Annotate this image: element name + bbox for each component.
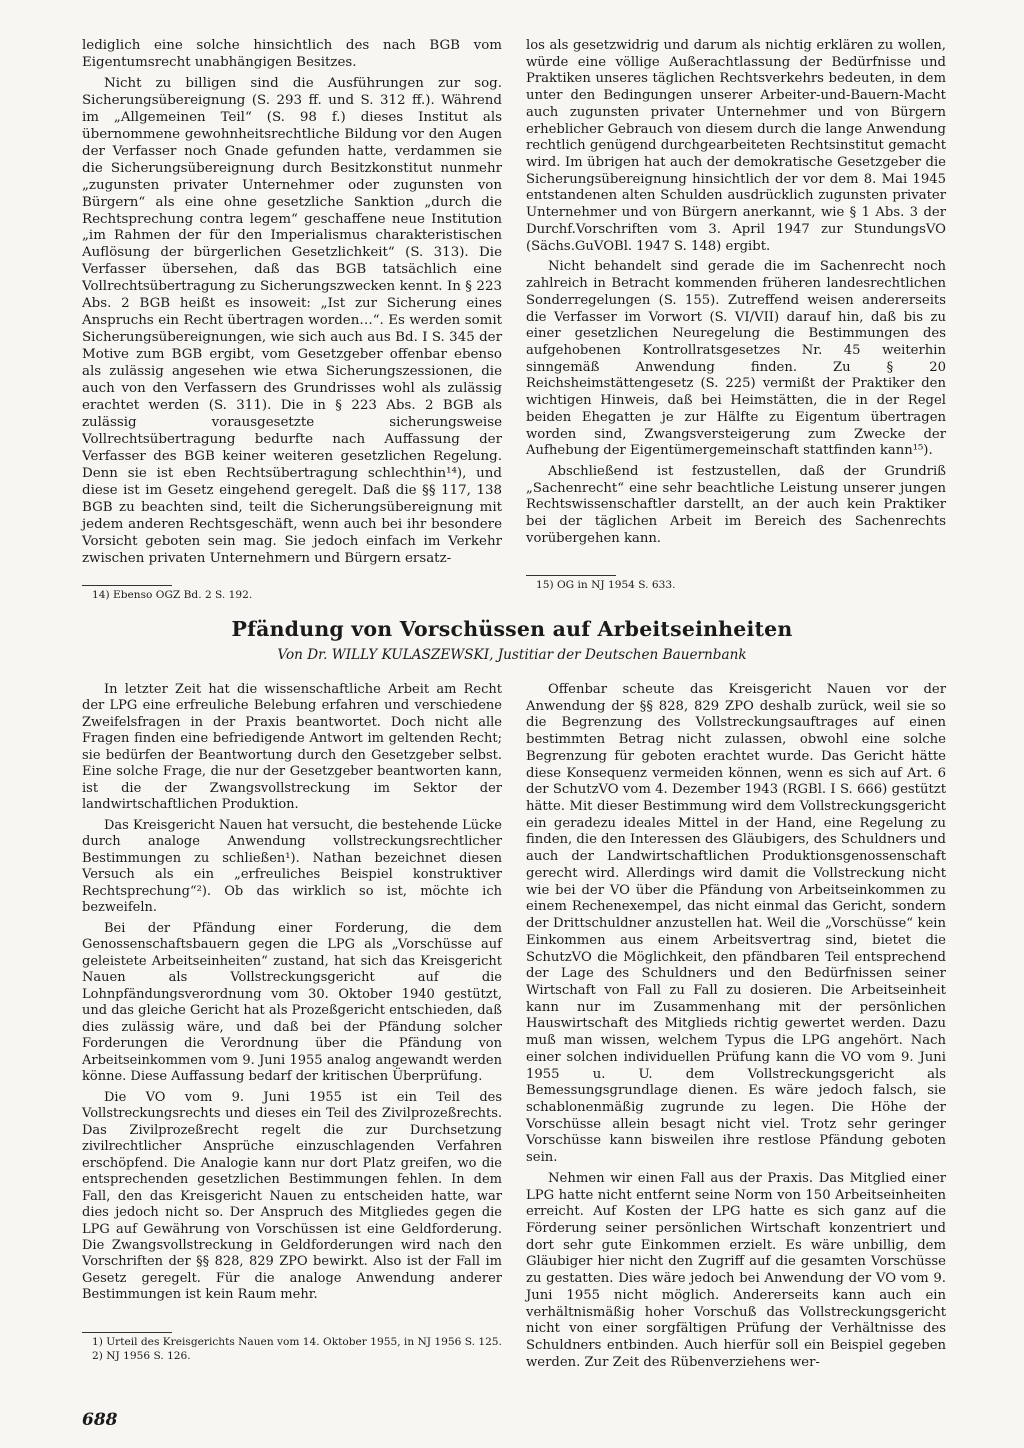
article-right-column: [526, 682, 946, 1375]
page-number: 688: [82, 1410, 118, 1430]
top-left-column: [82, 38, 502, 572]
footnote: 14) Ebenso OGZ Bd. 2 S. 192.: [92, 589, 253, 601]
article-byline: Von Dr. WILLY KULASZEWSKI, Justitiar der Deutschen Bauernbank: [277, 647, 747, 663]
top-right-column: [526, 38, 946, 552]
paragraph: Das Kreisgericht Nauen hat versucht, die bestehende Lücke durch analoge Anwendung vollstreckungsrechtlicher Bestimmungen zu schließen¹). Nathan bezeichnet diesen Versuch als ein „erfreuliches Beispiel konstruktiver Rechtsprechung“²). Ob das wirklich so ist, möchte ich bezweifeln.: [82, 817, 502, 916]
paragraph: lediglich eine solche hinsichtlich des nach BGB vom Eigentumsrecht unabhängigen Besitzes.: [82, 38, 502, 70]
footnote: 1) Urteil des Kreisgerichts Nauen vom 14. Oktober 1955, in NJ 1956 S. 125.: [92, 1336, 502, 1348]
paragraph: Abschließend ist festzustellen, daß der Grundriß „Sachenrecht“ eine sehr beachtliche Leistung unserer jungen Rechtswissenschaftler darstellt, an der auch kein Praktiker bei der täglichen Arbeit im Bereich des Sachenrechts vorübergehen kann.: [526, 463, 946, 546]
footnote: 2) NJ 1956 S. 126.: [92, 1349, 191, 1362]
paragraph: Nicht zu billigen sind die Ausführungen zur sog. Sicherungsübereignung (S. 293 ff. und S. 312 ff.). Während im „Allgemeinen Teil“ (S. 98 f.) dieses Institut als übernommene gewohnheitsrechtliche Bildung vor den Augen der Verfasser noch Gnade gefunden hatte, verdammen sie die Sicherungsübereignung durch Besitzkonstitut nunmehr „zugunsten privater Unternehmer oder zugunsten von Bürgern“ als eine ohne gesetzliche Sanktion „durch die Rechtsprechung contra legem“ geschaffene neue Institution „im Rahmen der für den Imperialismus charakteristischen Auflösung der bürgerlichen Gesetzlichkeit“ (S. 313). Die Verfasser übersehen, daß das BGB tatsächlich eine Vollrechtsübertragung zu Sicherungszwecken kennt. In § 223 Abs. 2 BGB heißt es insoweit: „Ist zur Sicherung eines Anspruchs ein Recht übertragen worden…“. Es werden somit Sicherungsübereignungen, wie sich auch aus Bd. I S. 345 der Motive zum BGB ergibt, vom Gesetzgeber offenbar ebenso als zulässig angesehen wie etwa Sicherungszessionen, die auch von den Verfassern des Grundrisses wohl als zulässig erachtet werden (S. 311). Die in § 223 Abs. 2 BGB als zulässig vorausgesetzte sicherungsweise Vollrechtsübertragung bedurfte nach Auffassung der Verfasser des BGB keiner weiteren gesetzlichen Regelung. Denn sie ist eben Rechtsübertragung schlechthin¹⁴), und diese ist im Gesetz eingehend geregelt. Daß die §§ 117, 138 BGB zu beachten sind, teilt die Sicherungsübereignung mit jedem anderen Rechtsgeschäft, wenn auch bei ihr besondere Vorsicht geboten sein mag. Sie jedoch einfach im Verkehr zwischen privaten Unternehmern und Bürgern ersatz-: [82, 75, 502, 566]
paragraph: Nehmen wir einen Fall aus der Praxis. Das Mitglied einer LPG hatte nicht entfernt seine Norm von 150 Arbeitseinheiten erreicht. Auf Kosten der LPG hatte es sich ganz auf die Förderung seiner persönlichen Wirtschaft konzentriert und dort sehr gute Einkommen erzielt. Es wäre unbillig, dem Gläubiger hier nicht den Zugriff auf die gesamten Vorschüsse zu gestatten. Dies wäre jedoch bei Anwendung der VO vom 9. Juni 1955 nicht möglich. Andererseits kann auch ein verhältnismäßig hoher Vorschuß das Vollstreckungsgericht nicht von einer sorgfältigen Prüfung der Verhältnisse des Schuldners entbinden. Auch hierfür soll ein Beispiel gegeben werden. Zur Zeit des Rübenverziehens wer-: [526, 1170, 946, 1370]
article-left-column: [82, 682, 502, 1308]
footnotes: [82, 1336, 502, 1363]
paragraph: In letzter Zeit hat die wissenschaftliche Arbeit am Recht der LPG eine erfreuliche Belebung erfahren und verschiedene Zweifelsfragen in der Praxis beantwortet. Doch nicht alle Fragen finden eine befriedigende Antwort im geltenden Recht; sie bedürfen der Beantwortung durch den Gesetzgeber selbst. Eine solche Frage, die nur der Gesetzgeber beantworten kann, ist die der Zwangsvollstreckung im Sektor der landwirtschaftlichen Produktion.: [82, 682, 502, 813]
paragraph: Offenbar scheute das Kreisgericht Nauen vor der Anwendung der §§ 828, 829 ZPO deshalb zurück, weil sie so die Begrenzung des Vollstreckungsauftrages auf einen bestimmten Betrag nicht zulassen, obwohl eine solche Begrenzung für geboten erachtet wurde. Das Gericht hätte diese Konsequenz vermeiden können, wenn es sich auf Art. 6 der SchutzVO vom 4. Dezember 1943 (RGBl. I S. 666) gestützt hätte. Mit dieser Bestimmung wird dem Vollstreckungsgericht ein geradezu ideales Mittel in der Hand, eine Regelung zu finden, die den Interessen des Gläubigers, des Schuldners und auch der Landwirtschaftlichen Produktionsgenossenschaft gerecht wird. Allerdings wird damit die Vollstreckung nicht wie bei der VO über die Pfändung von Arbeitseinkommen zu einem Rechenexempel, das nicht einmal das Gericht, sondern der Drittschuldner anzustellen hat. Weil die „Vorschüsse“ kein Einkommen aus einem Arbeitsvertrag sind, bietet die SchutzVO die Möglichkeit, den pfändbaren Teil entsprechend der Lage des Schuldners und den Bedürfnissen seiner Wirtschaft von Fall zu Fall zu dosieren. Die Arbeitseinheit kann nur im Zusammenhang mit der persönlichen Hauswirtschaft des Mitglieds richtig gewertet werden. Dazu muß man wissen, welchem Typus die LPG angehört. Nach einer solchen individuellen Prüfung kann die VO vom 9. Juni 1955 u. U. dem Vollstreckungsgericht als Bemessungsgrundlage dienen. Es wäre jedoch falsch, sie schablonenmäßig zugrunde zu legen. Die Höhe der Vorschüsse allein besagt nicht viel. Trotz sehr geringer Vorschüsse kann bisweilen ihre restlose Pfändung geboten sein.: [526, 682, 946, 1166]
footnote: 15) OG in NJ 1954 S. 633.: [536, 579, 676, 591]
footnote-rule: [526, 575, 616, 576]
paragraph: Bei der Pfändung einer Forderung, die dem Genossenschaftsbauern gegen die LPG als „Vorschüsse auf geleistete Arbeitseinheiten“ zustand, hat sich das Kreisgericht Nauen als Vollstreckungsgericht auf die Lohnpfändungsverordnung vom 30. Oktober 1940 gestützt, und das gleiche Gericht hat als Prozeßgericht entschieden, daß dies zulässig wäre, und daß bei der Pfändung solcher Forderungen die Verordnung über die Pfändung von Arbeitseinkommen vom 9. Juni 1955 analog angewandt werden könne. Diese Auffassung bedarf der kritischen Überprüfung.: [82, 920, 502, 1085]
footnote-rule: [82, 585, 172, 586]
paragraph: Nicht behandelt sind gerade die im Sachenrecht noch zahlreich in Betracht kommenden früheren landesrechtlichen Sonderregelungen (S. 155). Zutreffend weisen andererseits die Verfasser im Vorwort (S. VI/VII) darauf hin, daß bis zu einer gesetzlichen Neuregelung die Bestimmungen des aufgehobenen Kontrollratsgesetzes Nr. 45 weiterhin sinngemäß Anwendung finden. Zu § 20 Reichsheimstättengesetz (S. 225) vermißt der Praktiker den wichtigen Hinweis, daß bei Heimstätten, die in der Regel beiden Ehegatten je zur Hälfte zu Eigentum übertragen worden sind, Zwangsversteigerung zum Zwecke der Aufhebung der Eigentümergemeinschaft stattfinden kann¹⁵).: [526, 259, 946, 459]
paragraph: Die VO vom 9. Juni 1955 ist ein Teil des Vollstreckungsrechts und dieses ein Teil des Zivilprozeßrechts. Das Zivilprozeßrecht regelt die zur Durchsetzung zivilrechtlicher Ansprüche einzuschlagenden Verfahren erschöpfend. Die Analogie kann nur dort Platz greifen, wo die entsprechenden gesetzlichen Bestimmungen fehlen. In dem Fall, den das Kreisgericht Nauen zu entscheiden hatte, war dies jedoch nicht so. Der Anspruch des Mitgliedes gegen die LPG auf Gewährung von Vorschüssen ist eine Geldforderung. Die Zwangsvollstreckung in Geldforderungen wird nach den Vorschriften der §§ 828, 829 ZPO bewirkt. Also ist der Fall im Gesetz geregelt. Für die analoge Anwendung anderer Bestimmungen ist kein Raum mehr.: [82, 1089, 502, 1303]
article-title: Pfändung von Vorschüssen auf Arbeitseinheiten: [231, 617, 793, 641]
paragraph: los als gesetzwidrig und darum als nichtig erklären zu wollen, würde eine völlige Außerachtlassung der Bedürfnisse und Praktiken unseres täglichen Rechtsverkehrs bedeuten, in dem unter den Bedingungen unserer Arbeiter-und-Bauern-Macht auch zugunsten privater Unternehmer und von Bürgern erheblicher Gebrauch von diesem durch die lange Anwendung rechtlich genügend durchgearbeiteten Rechtsinstitut gemacht wird. Im übrigen hat auch der demokratische Gesetzgeber die Sicherungsübereignung hinsichtlich der vor dem 8. Mai 1945 entstandenen alten Schulden ausdrücklich zugunsten privater Unternehmer und von Bürgern anerkannt, wie § 1 Abs. 3 der Durchf.Vorschriften vom 3. April 1947 zur StundungsVO (Sächs.GuVOBl. 1947 S. 148) ergibt.: [526, 38, 946, 254]
footnote-rule: [82, 1332, 172, 1333]
